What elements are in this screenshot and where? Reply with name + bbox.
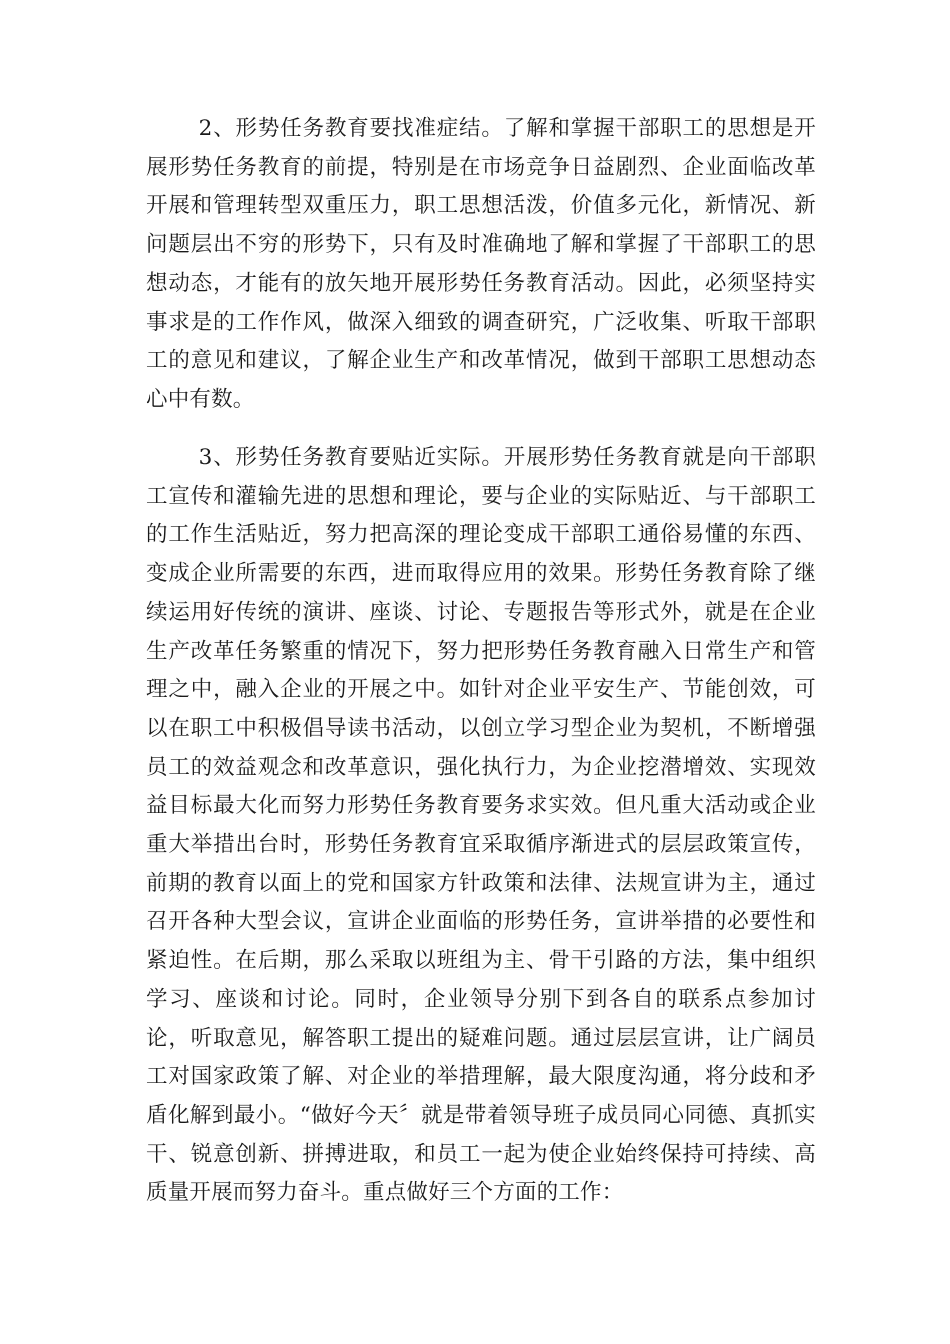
paragraph-item-3: 3、形势任务教育要贴近实际。开展形势任务教育就是向干部职工宣传和灌输先进的思想和理论，要与企业的实际贴近、与干部职工的工作生活贴近，努力把高深的理论变成干部职工通俗易懂的东西、变成企业所需要的东西，进而取得应用的效果。形势任务教育除了继续运用好传统的演讲、座谈、讨论、专题报告等形式外，就是在企业生产改革任务繁重的情况下，努力把形势任务教育融入日常生产和管理之中，融入企业的开展之中。如针对企业平安生产、节能创效，可以在职工中积极倡导读书活动，以创立学习型企业为契机，不断增强员工的效益观念和改革意识，强化执行力，为企业挖潜增效、实现效益目标最大化而努力形势任务教育要务求实效。但凡重大活动或企业重大举措出台时，形势任务教育宜采取循序渐进式的层层政策宣传，前期的教育以面上的党和国家方针政策和法律、法规宣讲为主，通过召开各种大型会议，宣讲企业面临的形势任务，宣讲举措的必要性和紧迫性。在后期，那么采取以班组为主、骨干引路的方法，集中组织学习、座谈和讨论。同时，企业领导分别下到各自的联系点参加讨论，听取意见，解答职工提出的疑难问题。通过层层宣讲，让广阔员工对国家政策了解、对企业的举措理解，最大限度沟通，将分歧和矛盾化解到最小。“做好今天〞就是带着领导班子成员同心同德、真抓实干、锐意创新、拼搏进取，和员工一起为使企业始终保持可持续、高质量开展而努力奋斗。重点做好三个方面的工作： — [146, 445, 816, 1206]
paragraph-item-2: 2、形势任务教育要找准症结。了解和掌握干部职工的思想是开展形势任务教育的前提，特别是在市场竞争日益剧烈、企业面临改革开展和管理转型双重压力，职工思想活泼，价值多元化，新情况、新问题层出不穷的形势下，只有及时准确地了解和掌握了干部职工的思想动态，才能有的放矢地开展形势任务教育活动。因此，必须坚持实事求是的工作作风，做深入细致的调查研究，广泛收集、听取干部职工的意见和建议，了解企业生产和改革情况，做到干部职工思想动态心中有数。 — [146, 116, 816, 412]
